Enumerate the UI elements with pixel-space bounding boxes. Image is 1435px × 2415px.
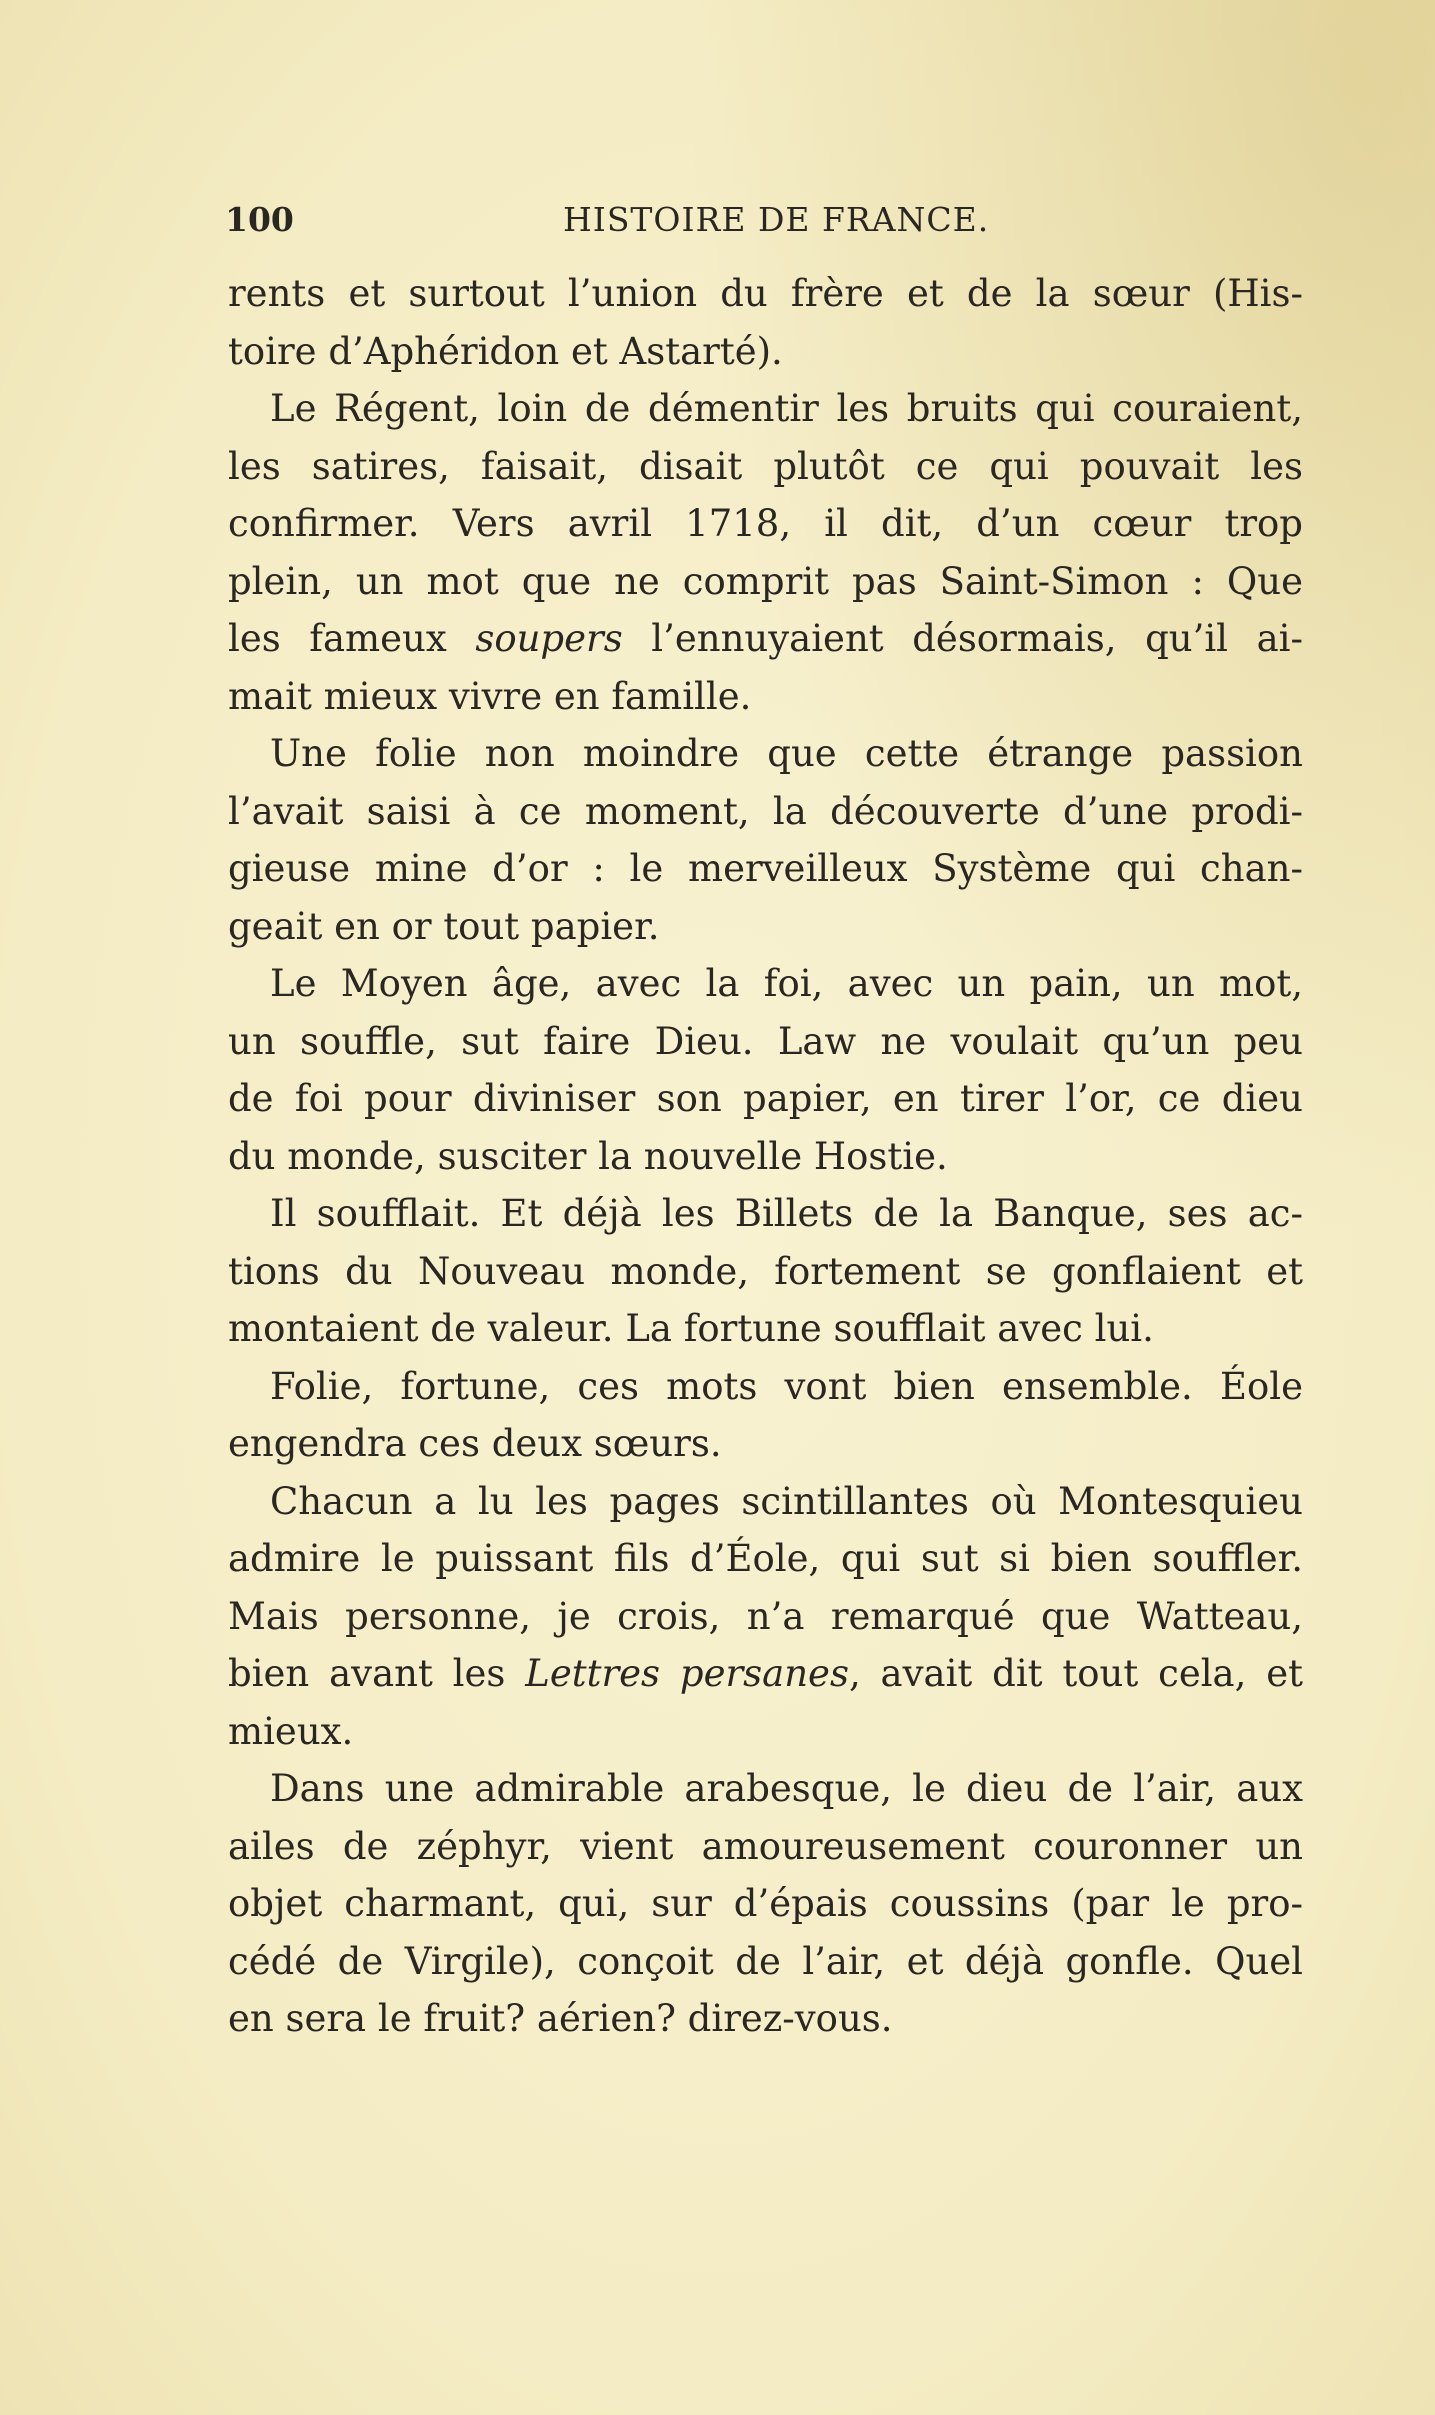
paragraph-start-line: Dans une admirable arabesque, le dieu de l’air, aux [270,1767,1303,1810]
text-line: ailes de zéphyr, vient amoureusement couronner un [228,1824,1303,1868]
text-line: cédé de Virgile), conçoit de l’air, et déjà gonfle. Quel [228,1939,1303,1983]
text-line: un souffle, sut faire Dieu. Law ne voulait qu’un peu [228,1019,1303,1063]
paragraph-start-line: Folie, fortune, ces mots vont bien ensemble. Éole [270,1364,1303,1408]
paragraph-start-line: Le Régent, loin de démentir les bruits qui couraient, [270,387,1303,430]
text-line: geait en or tout papier. [228,904,660,948]
text-line: bien avant les Lettres persanes, avait dit tout cela, et [228,1652,1303,1695]
text-line: montaient de valeur. La fortune soufflait avec lui. [228,1307,1154,1350]
text-line: confirmer. Vers avril 1718, il dit, d’un cœur trop [228,502,1303,545]
paragraph-start-line: Une folie non moindre que cette étrange passion [270,732,1303,775]
text-line: admire le puissant fils d’Éole, qui sut si bien souffler. [228,1537,1303,1580]
text-line: du monde, susciter la nouvelle Hostie. [228,1134,948,1178]
text-line: toire d’Aphéridon et Astarté). [228,329,783,373]
paragraph-start-line: Il soufflait. Et déjà les Billets de la Banque, ses ac- [270,1192,1303,1235]
text-line: mait mieux vivre en famille. [228,674,752,718]
body-text [228,265,1303,2048]
running-title: HISTOIRE DE FRANCE. [563,200,990,239]
text-line: Mais personne, je crois, n’a remarqué que Watteau, [228,1594,1303,1638]
page-number: 100 [225,200,294,239]
text-line: gieuse mine d’or : le merveilleux Système qui chan- [228,847,1303,890]
text-line: les satires, faisait, disait plutôt ce qui pouvait les [228,444,1303,488]
text-line: les fameux soupers l’ennuyaient désormais, qu’il ai- [228,617,1304,660]
text-line: engendra ces deux sœurs. [228,1422,722,1465]
text-line: objet charmant, qui, sur d’épais coussins (par le pro- [228,1882,1303,1925]
text-line: de foi pour diviniser son papier, en tirer l’or, ce dieu [228,1077,1303,1120]
italic-text: Lettres persanes [525,1652,849,1695]
text-line: plein, un mot que ne comprit pas Saint-Simon : Que [228,559,1303,603]
text-line: l’avait saisi à ce moment, la découverte d’une prodi- [228,789,1303,833]
italic-text: soupers [475,617,623,660]
text-line: tions du Nouveau monde, fortement se gonflaient et [228,1249,1303,1293]
paragraph-start-line: Le Moyen âge, avec la foi, avec un pain, un mot, [270,962,1303,1005]
paragraph-start-line: Chacun a lu les pages scintillantes où Montesquieu [270,1479,1303,1523]
text-line: rents et surtout l’union du frère et de la sœur (His- [228,272,1303,315]
text-line: mieux. [228,1709,354,1753]
page-header [225,200,1305,244]
text-line: en sera le fruit? aérien? direz-vous. [228,1997,893,2040]
